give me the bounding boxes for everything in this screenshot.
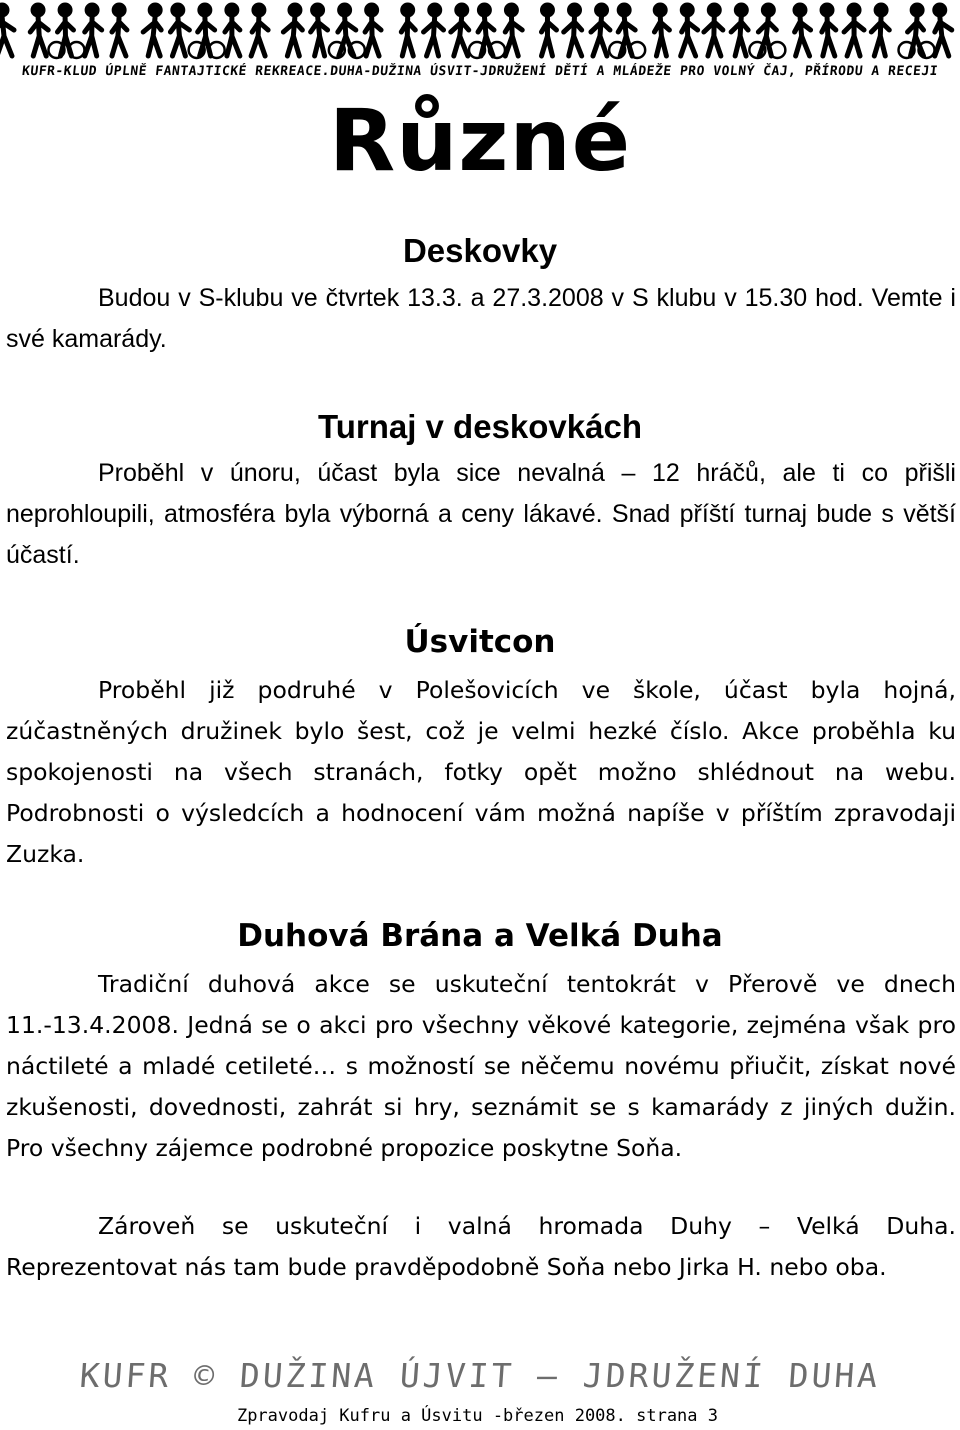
section-heading-duhova-brana: Duhová Brána a Velká Duha [237,918,723,954]
person-silhouette-icon [564,4,582,56]
person-silhouette-icon [609,4,645,58]
page-title: Různé [328,91,632,191]
section-heading-deskovky: Deskovky [402,232,558,269]
person-silhouette-icon [681,4,698,56]
person-silhouette-icon [654,4,669,56]
people-silhouettes-illustration [0,0,960,62]
person-silhouette-icon [794,4,811,56]
person-silhouette-icon [505,4,522,56]
person-silhouette-icon [749,4,785,58]
section-paragraph-usvitcon: Proběhl již podruhé v Polešovicích ve škole, účast byla hojná, zúčastněných družinek bylo šest, což je velmi hezké číslo. Akce proběhla ku spokojenosti na všech stranách, fotky opět možno shlédnout na webu. Podrobnosti o výsledcích a hodnocení vám možná napíše v příštím zpravodaji Zuzka. [6,676,956,868]
section-paragraph-duhova-brana-1: Tradiční duhová akce se uskuteční tentokrát v Přerově ve dnech 11.-13.4.2008. Jedná se o akci pro všechny věkové kategorie, zejména však pro náctileté a mladé cetileté… s možností se něčemu novému přiučit, získat nové zkušenosti, dovednosti, zahrát si hry, seznámit se s kamarády z jiných dužin. Pro všechny zájemce podrobné propozice poskytne Soňa. [6,970,956,1162]
header-banner-figures [0,0,960,62]
section-heading-usvitcon: Úsvitcon [404,624,556,660]
footer-brand-logo: KUFR © DUŽINA ÚJVIT – JDRUŽENÍ DUHA [78,1356,882,1395]
person-silhouette-icon [189,4,225,58]
person-silhouette-icon [821,4,836,56]
header-tagline: KUFR-KLUD ÚPLNĚ FANTAJTICKÉ REKREACE.DUHA-DUŽINA ÚSVIT-JDRUŽENÍ DĚTÍ A MLÁDEŽE PRO VOLNÝ ČAJ, PŘÍRODU A RECEJI [21,64,939,79]
person-silhouette-icon [401,4,415,56]
person-silhouette-icon [329,4,365,58]
section-paragraph-duhova-brana-2: Zároveň se uskuteční i valná hromada Duhy – Velká Duha. Reprezentovat nás tam bude pravděpodobně Soňa nebo Jirka H. nebo oba. [6,1212,956,1281]
person-silhouette-icon [30,4,48,56]
person-silhouette-icon [251,4,268,56]
person-silhouette-icon [85,4,102,56]
person-silhouette-icon [0,4,14,56]
section-heading-turnaj: Turnaj v deskovkách [317,408,643,445]
person-silhouette-icon [365,4,381,56]
person-silhouette-icon [311,4,328,56]
person-silhouette-icon [48,4,84,58]
person-silhouette-icon [899,4,935,58]
person-silhouette-icon [424,4,444,56]
person-silhouette-icon [112,4,127,56]
person-silhouette-icon [871,4,889,56]
section-paragraph-turnaj: Proběhl v únoru, účast byla sice nevalná – 12 hráčů, ale ti co přišli neprohloupili, atmosféra byla výborná a ceny lákavé. Snad příští turnaj bude s větší účastí. [6,459,956,569]
person-silhouette-icon [451,4,469,56]
person-silhouette-icon [844,4,864,56]
person-silhouette-icon [934,4,952,56]
person-silhouette-icon [170,4,189,56]
section-paragraph-deskovky: Budou v S-klubu ve čtvrtek 13.3. a 27.3.2008 v S klubu v 15.30 hod. Vemte i své kamarády. [6,284,956,353]
person-silhouette-icon [469,4,505,58]
person-silhouette-icon [541,4,556,56]
person-silhouette-icon [283,4,302,56]
person-silhouette-icon [704,4,723,56]
person-silhouette-icon [591,4,610,56]
person-silhouette-icon [731,4,748,56]
person-silhouette-icon [225,4,240,56]
footer-page-info: Zpravodaj Kufru a Úsvitu -březen 2008. strana 3 [236,1406,718,1426]
person-silhouette-icon [143,4,161,56]
